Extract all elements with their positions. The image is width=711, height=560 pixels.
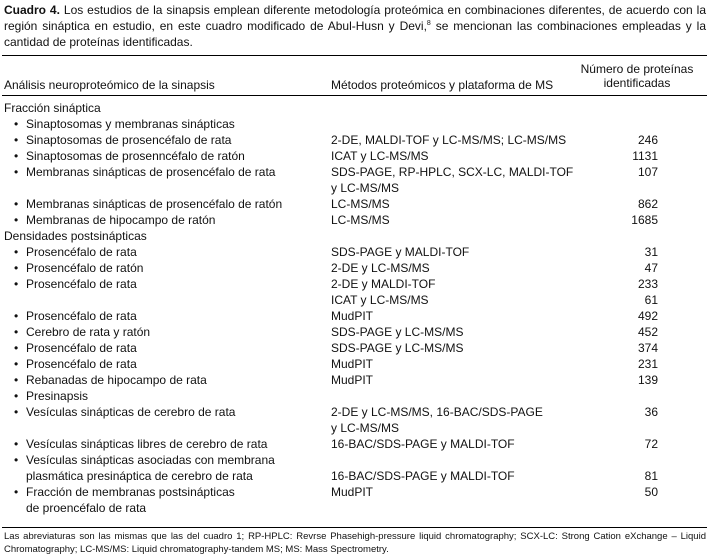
analysis-cell: Rebanadas de hipocampo de rata: [26, 373, 207, 387]
count-cell: 1131: [632, 149, 658, 163]
analysis-cell: Prosencéfalo de rata: [26, 309, 137, 323]
analysis-cell: Prosencéfalo de rata: [26, 245, 137, 259]
caption-text: Los estudios de la sinapsis emplean diferente metodología proteómica en combinaciones diferentes, de acuerdo con la región sináptica en estudio, en este cuadro modificado de Abul-Husn y Devi,: [4, 3, 706, 33]
method-cell: 2-DE y LC-MS/MS, 16-BAC/SDS-PAGE: [331, 405, 543, 419]
table-row: [0, 372, 711, 388]
top-rule: [2, 55, 707, 56]
count-cell: 233: [637, 277, 658, 291]
method-cell: LC-MS/MS: [331, 197, 390, 211]
count-cell: 72: [644, 437, 658, 451]
bullet-icon: •: [14, 373, 19, 387]
count-cell: 862: [637, 197, 658, 211]
table-row: [0, 244, 711, 260]
method-cell: SDS-PAGE, RP-HPLC, SCX-LC, MALDI-TOF: [331, 165, 574, 179]
analysis-cell: Vesículas sinápticas libres de cerebro de rata: [26, 437, 268, 451]
section-heading: [0, 228, 711, 244]
method-cell: MudPIT: [331, 309, 374, 323]
section-title: Fracción sináptica: [4, 101, 101, 115]
analysis-cell: Sinaptosomas de prosenncéfalo de ratón: [26, 149, 245, 163]
analysis-cell: Prosencéfalo de rata: [26, 277, 137, 291]
bullet-icon: •: [14, 389, 19, 403]
method-cell: SDS-PAGE y LC-MS/MS: [331, 341, 464, 355]
analysis-cell: Presinapsis: [26, 389, 89, 403]
analysis-cell: Sinaptosomas y membranas sinápticas: [26, 117, 235, 131]
method-cell: 2-DE, MALDI-TOF y LC-MS/MS; LC-MS/MS: [331, 133, 567, 147]
count-cell: 31: [644, 245, 658, 259]
analysis-cell: Prosencéfalo de ratón: [26, 261, 144, 275]
method-cell: SDS-PAGE y MALDI-TOF: [331, 245, 470, 259]
section-heading: [0, 100, 711, 116]
count-cell: 61: [644, 293, 658, 307]
table-row: [0, 324, 711, 340]
analysis-cell: Cerebro de rata y ratón: [26, 325, 151, 339]
count-cell: 50: [644, 485, 658, 499]
bottom-rule: [2, 527, 707, 528]
table-row: [0, 260, 711, 276]
analysis-cell: Membranas sinápticas de prosencéfalo de ratón: [26, 197, 283, 211]
method-cell: 2-DE y MALDI-TOF: [331, 277, 436, 291]
count-cell: 452: [637, 325, 658, 339]
bullet-icon: •: [14, 485, 19, 499]
count-cell: 1685: [631, 213, 658, 227]
count-cell: 492: [637, 309, 658, 323]
footnote: Las abreviaturas son las mismas que las del cuadro 1; RP-HPLC: Revrse Phasehigh-pressure liquid chromatography; SCX-LC: Strong Cation eXchange – Liquid Chromatography; LC-MS/MS: Liquid chromatography-tandem MS; MS: Mass Spectrometry.: [4, 531, 706, 555]
bullet-icon: •: [14, 197, 19, 211]
header-count: [572, 62, 702, 90]
method-cell: LC-MS/MS: [331, 213, 390, 227]
bullet-icon: •: [14, 405, 19, 419]
table-row: [0, 452, 711, 484]
header-methods: Métodos proteómicos y plataforma de MS: [331, 78, 554, 92]
count-cell: 246: [637, 133, 658, 147]
method-cell: 2-DE y LC-MS/MS: [331, 261, 430, 275]
caption-label: Cuadro 4.: [4, 3, 60, 17]
caption-text-continued: se mencionan las combinaciones empleadas y la cantidad de proteínas identificadas.: [4, 19, 706, 49]
method-cell: ICAT y LC-MS/MS: [331, 293, 429, 307]
method-cell: MudPIT: [331, 485, 374, 499]
analysis-cell: Sinaptosomas de prosencéfalo de rata: [26, 133, 232, 147]
count-cell: 107: [637, 165, 658, 179]
table-row: [0, 436, 711, 452]
bullet-icon: •: [14, 149, 19, 163]
bullet-icon: •: [14, 117, 19, 131]
method-cell: MudPIT: [331, 373, 374, 387]
bullet-icon: •: [14, 357, 19, 371]
analysis-cell: de proencéfalo de rata: [26, 501, 147, 515]
table-row: [0, 484, 711, 516]
analysis-cell: Vesículas sinápticas de cerebro de rata: [26, 405, 236, 419]
method-cell: ICAT y LC-MS/MS: [331, 149, 429, 163]
section-title: Densidades postsinápticas: [4, 229, 147, 243]
bullet-icon: •: [14, 277, 19, 291]
method-cell: y LC-MS/MS: [331, 421, 400, 435]
method-cell: MudPIT: [331, 357, 374, 371]
header-rule: [2, 95, 707, 96]
analysis-cell: Membranas de hipocampo de ratón: [26, 213, 216, 227]
table-row: [0, 212, 711, 228]
count-cell: 139: [637, 373, 658, 387]
header-count-line2: identificadas: [603, 76, 671, 90]
table-caption: [4, 2, 706, 50]
header-analysis: Análisis neuroproteómico de la sinapsis: [4, 78, 215, 92]
table-row: [0, 292, 711, 308]
bullet-icon: •: [14, 213, 19, 227]
count-cell: 36: [644, 405, 658, 419]
bullet-icon: •: [14, 165, 19, 179]
table-row: [0, 132, 711, 148]
method-cell: 16-BAC/SDS-PAGE y MALDI-TOF: [331, 469, 515, 483]
table-row: [0, 164, 711, 196]
bullet-icon: •: [14, 261, 19, 275]
table-row: [0, 404, 711, 436]
table-row: [0, 116, 711, 132]
analysis-cell: plasmática presináptica de cerebro de rata: [26, 469, 253, 483]
count-cell: 231: [637, 357, 658, 371]
count-cell: 81: [644, 469, 658, 483]
bullet-icon: •: [14, 341, 19, 355]
bullet-icon: •: [14, 245, 19, 259]
table-row: [0, 196, 711, 212]
table-row: [0, 308, 711, 324]
analysis-cell: Prosencéfalo de rata: [26, 357, 137, 371]
analysis-cell: Prosencéfalo de rata: [26, 341, 137, 355]
caption-reference: 8: [426, 20, 431, 27]
analysis-cell: Vesículas sinápticas asociadas con membrana: [26, 453, 275, 467]
method-cell: 16-BAC/SDS-PAGE y MALDI-TOF: [331, 437, 515, 451]
table-row: [0, 388, 711, 404]
bullet-icon: •: [14, 309, 19, 323]
bullet-icon: •: [14, 133, 19, 147]
count-cell: 47: [644, 261, 658, 275]
table-row: [0, 356, 711, 372]
method-cell: y LC-MS/MS: [331, 181, 400, 195]
method-cell: SDS-PAGE y LC-MS/MS: [331, 325, 464, 339]
table-row: [0, 276, 711, 292]
analysis-cell: Membranas sinápticas de prosencéfalo de rata: [26, 165, 276, 179]
header-count-line1: Número de proteínas: [580, 62, 694, 76]
count-cell: 374: [637, 341, 658, 355]
bullet-icon: •: [14, 325, 19, 339]
analysis-cell: Fracción de membranas postsinápticas: [26, 485, 235, 499]
bullet-icon: •: [14, 453, 19, 467]
table-row: [0, 340, 711, 356]
table-row: [0, 148, 711, 164]
bullet-icon: •: [14, 437, 19, 451]
